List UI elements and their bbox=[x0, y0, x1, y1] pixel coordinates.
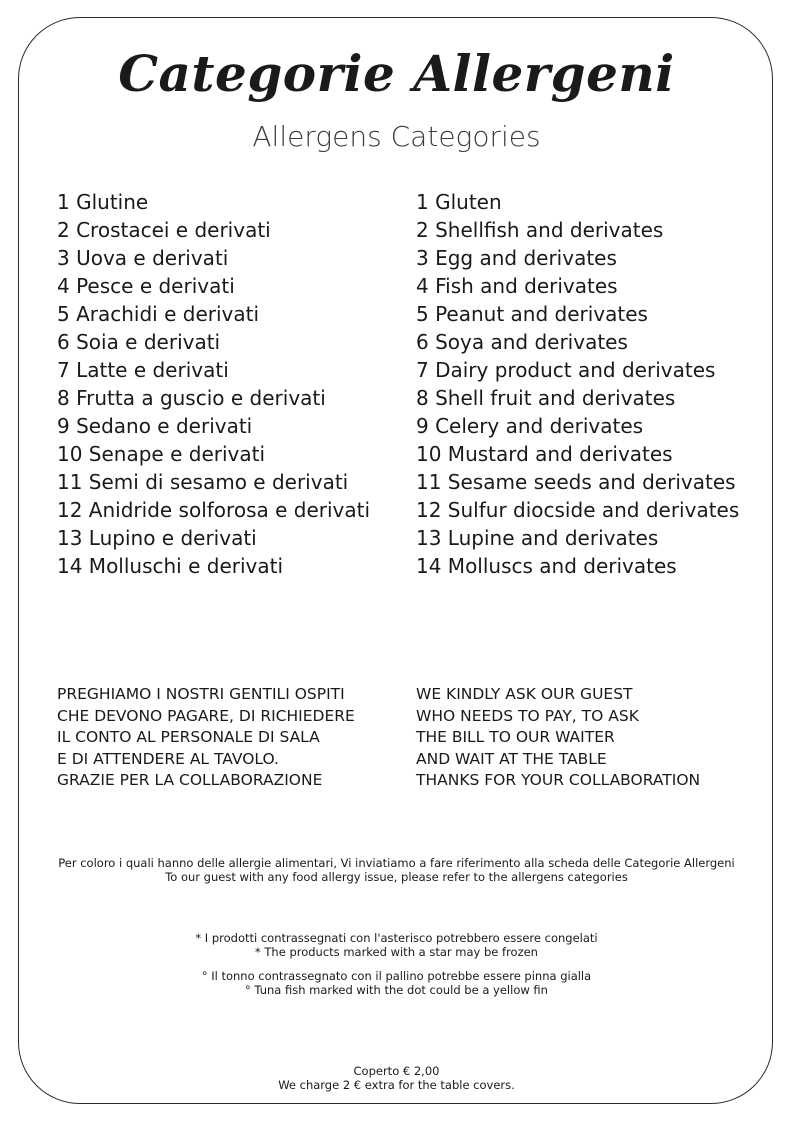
list-item: 2 Shellfish and derivates bbox=[416, 218, 664, 242]
list-item: 14 Molluscs and derivates bbox=[416, 554, 677, 578]
page-title: Categorie Allergeni bbox=[118, 44, 675, 103]
list-item: 13 Lupino e derivati bbox=[57, 526, 257, 550]
list-item: 3 Egg and derivates bbox=[416, 246, 617, 270]
notice-line: GRAZIE PER LA COLLABORAZIONE bbox=[57, 771, 323, 789]
cover-charge-english: We charge 2 € extra for the table covers. bbox=[278, 1078, 515, 1092]
frozen-note-english: * The products marked with a star may be frozen bbox=[255, 945, 538, 959]
allergy-note bbox=[0, 856, 793, 884]
page-subtitle: Allergens Categories bbox=[252, 120, 541, 153]
list-item: 5 Peanut and derivates bbox=[416, 302, 648, 326]
list-item: 11 Sesame seeds and derivates bbox=[416, 470, 736, 494]
list-item: 14 Molluschi e derivati bbox=[57, 554, 284, 578]
cover-charge-italian: Coperto € 2,00 bbox=[353, 1064, 440, 1078]
list-item: 3 Uova e derivati bbox=[57, 246, 229, 270]
notice-line: WHO NEEDS TO PAY, TO ASK bbox=[416, 706, 639, 725]
notice-line: E DI ATTENDERE AL TAVOLO. bbox=[57, 749, 279, 768]
notice-line: AND WAIT AT THE TABLE bbox=[416, 749, 607, 768]
notice-line: WE KINDLY ASK OUR GUEST bbox=[416, 685, 633, 703]
list-item: 13 Lupine and derivates bbox=[416, 526, 659, 550]
list-item: 1 Glutine bbox=[57, 190, 149, 214]
payment-notice-italian bbox=[57, 684, 355, 792]
list-item: 8 Shell fruit and derivates bbox=[416, 386, 676, 410]
notice-line: IL CONTO AL PERSONALE DI SALA bbox=[57, 728, 320, 746]
list-item: 11 Semi di sesamo e derivati bbox=[57, 470, 349, 494]
notice-line: THE BILL TO OUR WAITER bbox=[416, 728, 615, 746]
notice-line: PREGHIAMO I NOSTRI GENTILI OSPITI bbox=[57, 685, 345, 703]
cover-charge-note bbox=[0, 1064, 793, 1092]
list-item: 4 Fish and derivates bbox=[416, 274, 618, 298]
list-item: 6 Soya and derivates bbox=[416, 330, 628, 354]
frozen-products-note bbox=[0, 931, 793, 959]
list-item: 2 Crostacei e derivati bbox=[57, 218, 271, 242]
tuna-note-english: ° Tuna fish marked with the dot could be a yellow fin bbox=[245, 983, 548, 997]
list-item: 5 Arachidi e derivati bbox=[57, 302, 260, 326]
allergen-list-italian bbox=[57, 188, 370, 580]
tuna-note-italian: ° Il tonno contrassegnato con il pallino potrebbe essere pinna gialla bbox=[201, 969, 592, 983]
list-item: 6 Soia e derivati bbox=[57, 330, 221, 354]
allergy-note-english: To our guest with any food allergy issue, please refer to the allergens categories bbox=[165, 870, 628, 884]
notice-line: CHE DEVONO PAGARE, DI RICHIEDERE bbox=[57, 706, 355, 725]
tuna-fish-note bbox=[0, 969, 793, 997]
allergy-note-italian: Per coloro i quali hanno delle allergie alimentari, Vi inviatiamo a fare riferimento alla scheda delle Categorie Allergeni bbox=[58, 856, 735, 870]
list-item: 7 Latte e derivati bbox=[57, 358, 229, 382]
list-item: 4 Pesce e derivati bbox=[57, 274, 235, 298]
frozen-note-italian: * I prodotti contrassegnati con l'asterisco potrebbero essere congelati bbox=[195, 931, 598, 945]
list-item: 10 Senape e derivati bbox=[57, 442, 266, 466]
list-item: 12 Anidride solforosa e derivati bbox=[57, 498, 371, 522]
list-item: 9 Sedano e derivati bbox=[57, 414, 253, 438]
payment-notice-english bbox=[416, 684, 700, 792]
allergen-list-english bbox=[416, 188, 739, 580]
list-item: 9 Celery and derivates bbox=[416, 414, 644, 438]
list-item: 8 Frutta a guscio e derivati bbox=[57, 386, 326, 410]
list-item: 1 Gluten bbox=[416, 190, 502, 214]
notice-line: THANKS FOR YOUR COLLABORATION bbox=[416, 771, 701, 789]
list-item: 12 Sulfur diocside and derivates bbox=[416, 498, 740, 522]
list-item: 10 Mustard and derivates bbox=[416, 442, 673, 466]
list-item: 7 Dairy product and derivates bbox=[416, 358, 716, 382]
